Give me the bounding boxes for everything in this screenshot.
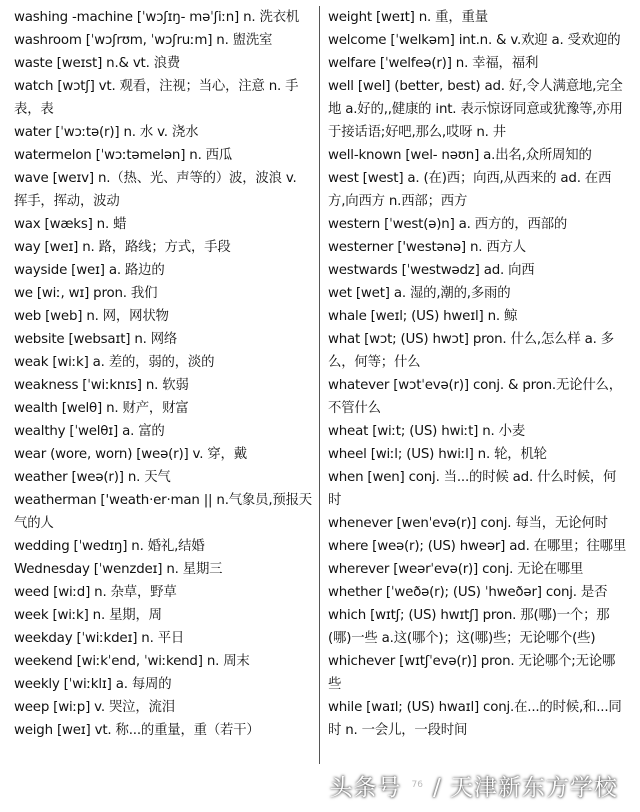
vocab-entry: weekday [ˈwiːkdeɪ] n. 平日 [14, 631, 185, 646]
vocab-entry: which [wɪtʃ; (US) hwɪtʃ] pron. 那(哪)一个；那(哪)一些 a.这(哪个)；这(哪)些；无论哪个(些) [328, 608, 610, 646]
vocab-entry: well [wel] (better, best) ad. 好,令人满意地,完全地 a.好的,,健康的 int. 表示惊讶同意或犹豫等,亦用于接话语;好吧,那么,哎呀 n. 井 [328, 79, 623, 140]
vocab-entry: wayside [weɪ] a. 路边的 [14, 263, 165, 278]
vocab-entry: weekend [wiːkˈend, ˈwiːkend] n. 周末 [14, 654, 250, 669]
vocab-entry: weekly [ˈwiːklɪ] a. 每周的 [14, 677, 172, 692]
right-column [328, 6, 628, 742]
watermark-page-number: 76 [411, 780, 423, 790]
vocab-entry: western [ˈwest(ə)n] a. 西方的，西部的 [328, 217, 568, 232]
vocab-entry: west [west] a. (在)西；向西,从西来的 ad. 在西方,向西方 n.西部；西方 [328, 171, 612, 209]
vocab-entry: wet [wet] a. 湿的,潮的,多雨的 [328, 286, 511, 301]
vocab-entry: watch [wɔtʃ] vt. 观看，注视；当心，注意 n. 手表，表 [14, 79, 299, 117]
vocab-entry: weigh [weɪ] vt. 称...的重量，重（若干） [14, 723, 260, 738]
vocab-entry: washing -machine [ˈwɔʃɪŋ- məˈʃiːn] n. 洗衣机 [14, 10, 300, 25]
vocab-entry: well-known [wel- nəʊn] a.出名,众所周知的 [328, 148, 592, 163]
vocab-entry: wax [wæks] n. 蜡 [14, 217, 127, 232]
vocab-entry: weak [wiːk] a. 差的，弱的，淡的 [14, 355, 215, 370]
vocab-entry: waste [weɪst] n.& vt. 浪费 [14, 56, 181, 71]
vocab-entry: while [waɪl; (US) hwaɪl] conj.在...的时候,和...同时 n. 一会儿，一段时间 [328, 700, 622, 738]
watermark-name: / 天津新东方学校 [432, 774, 618, 801]
vocab-entry: weatherman ['weath·er·man || n.气象员,预报天气的人 [14, 493, 312, 531]
vocab-entry: washroom [ˈwɔʃrʊm, ˈwɔʃruːm] n. 盥洗室 [14, 33, 273, 48]
vocab-entry: we [wiː, wɪ] pron. 我们 [14, 286, 158, 301]
vocab-entry: weed [wiːd] n. 杂草，野草 [14, 585, 177, 600]
vocab-entry: Wednesday [ˈwenzdeɪ] n. 星期三 [14, 562, 223, 577]
vocab-entry: welcome [ˈwelkəm] int.n. & v.欢迎 a. 受欢迎的 [328, 33, 621, 48]
vocab-entry: weep [wiːp] v. 哭泣，流泪 [14, 700, 175, 715]
vocab-entry: what [wɔt; (US) hwɔt] pron. 什么,怎么样 a. 多么，何等；什么 [328, 332, 614, 370]
watermark-source: 头条号 [329, 774, 402, 801]
vocab-entry: weather [weə(r)] n. 天气 [14, 470, 171, 485]
vocab-entry: where [weə(r); (US) hweər] ad. 在哪里；往哪里 [328, 539, 627, 554]
vocab-entry: wedding [ˈwedɪŋ] n. 婚礼,结婚 [14, 539, 205, 554]
watermark [329, 768, 618, 802]
vocab-entry: whichever [wɪtʃˈevə(r)] pron. 无论哪个;无论哪些 [328, 654, 616, 692]
vocab-entry: wealthy [ˈwelθɪ] a. 富的 [14, 424, 165, 439]
column-divider [319, 6, 320, 764]
vocab-entry: whenever [wenˈevə(r)] conj. 每当，无论何时 [328, 516, 608, 531]
vocab-entry: whatever [wɔtˈevə(r)] conj. & pron.无论什么，不管什么 [328, 378, 622, 416]
vocab-entry: westwards [ˈwestwədz] ad. 向西 [328, 263, 535, 278]
vocab-entry: when [wen] conj. 当...的时候 ad. 什么时候，何时 [328, 470, 617, 508]
vocab-entry: wear (wore, worn) [weə(r)] v. 穿，戴 [14, 447, 247, 462]
vocab-entry: wave [weɪv] n.（热、光、声等的）波，波浪 v. 挥手，挥动，波动 [14, 171, 297, 209]
vocab-entry: watermelon [ˈwɔːtəmelən] n. 西瓜 [14, 148, 233, 163]
vocab-entry: way [weɪ] n. 路，路线；方式，手段 [14, 240, 231, 255]
vocab-entry: weakness [ˈwiːknɪs] n. 软弱 [14, 378, 189, 393]
vocab-entry: week [wiːk] n. 星期，周 [14, 608, 162, 623]
vocab-entry: welfare [ˈwelfeə(r)] n. 幸福，福利 [328, 56, 539, 71]
vocab-entry: wheat [wiːt; (US) hwiːt] n. 小麦 [328, 424, 526, 439]
vocab-entry: weight [weɪt] n. 重，重量 [328, 10, 488, 25]
vocab-entry: water [ˈwɔːtə(r)] n. 水 v. 浇水 [14, 125, 199, 140]
vocab-entry: whether [ˈweðə(r); (US) ˈhweðər] conj. 是否 [328, 585, 608, 600]
vocab-entry: westerner ['westənə] n. 西方人 [328, 240, 526, 255]
vocab-entry: web [web] n. 网，网状物 [14, 309, 169, 324]
vocab-entry: wheel [wiːl; (US) hwiːl] n. 轮，机轮 [328, 447, 547, 462]
left-column [14, 6, 312, 742]
vocab-entry: whale [weɪl; (US) hweɪl] n. 鲸 [328, 309, 518, 324]
vocab-entry: website [websaɪt] n. 网络 [14, 332, 178, 347]
vocab-entry: wherever [weərˈevə(r)] conj. 无论在哪里 [328, 562, 584, 577]
vocab-entry: wealth [welθ] n. 财产，财富 [14, 401, 189, 416]
